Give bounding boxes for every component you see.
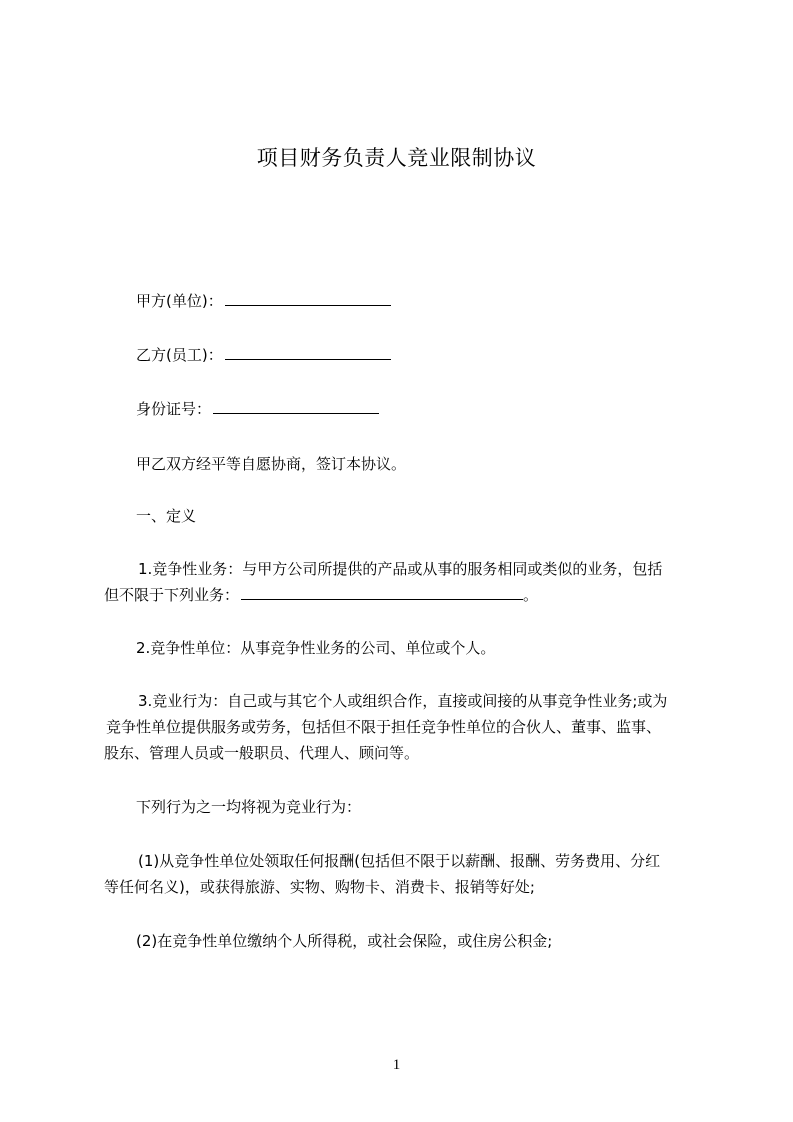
behavior-list-intro: 下列行为之一均将视为竞业行为： xyxy=(136,798,362,816)
definition-item-1-prefix: 但不限于下列业务： xyxy=(104,586,240,604)
party-a-field xyxy=(136,288,736,314)
behavior-item-2: (2)在竞争性单位缴纳个人所得税，或社会保险，或住房公积金; xyxy=(136,932,553,950)
behavior-item-1 xyxy=(104,848,704,900)
intro-paragraph: 甲乙双方经平等自愿协商，签订本协议。 xyxy=(136,455,407,473)
definition-item-3 xyxy=(104,688,704,766)
behavior-item-1-line-1: (1)从竞争性单位处领取任何报酬(包括但不限于以薪酬、报酬、劳务费用、分红 xyxy=(138,852,661,870)
business-list-blank[interactable] xyxy=(241,585,523,600)
document-title: 项目财务负责人竞业限制协议 xyxy=(256,146,537,170)
section-heading-definitions: 一、定义 xyxy=(136,507,197,525)
party-a-blank[interactable] xyxy=(225,291,391,306)
id-number-label: 身份证号： xyxy=(136,400,212,418)
page-number: 1 xyxy=(392,1057,401,1073)
definition-item-1-line-1: 1.竞争性业务：与甲方公司所提供的产品或从事的服务相同或类似的业务，包括 xyxy=(138,560,663,578)
party-b-blank[interactable] xyxy=(225,345,391,360)
definition-item-3-line-3: 股东、管理人员或一般职员、代理人、顾问等。 xyxy=(104,744,420,762)
definition-item-1-line-2 xyxy=(104,582,704,608)
definition-item-2: 2.竞争性单位：从事竞争性业务的公司、单位或个人。 xyxy=(136,639,496,657)
definition-item-3-line-2: 竞争性单位提供服务或劳务，包括但不限于担任竞争性单位的合伙人、董事、监事、 xyxy=(106,718,662,736)
definition-item-1-suffix: 。 xyxy=(523,586,539,604)
party-b-label: 乙方(员工)： xyxy=(136,346,223,364)
definition-item-1 xyxy=(104,556,704,608)
party-b-field xyxy=(136,342,736,368)
id-number-field xyxy=(136,396,736,422)
definition-item-3-line-1: 3.竞业行为：自己或与其它个人或组织合作，直接或间接的从事竞争性业务;或为 xyxy=(138,692,668,710)
id-number-blank[interactable] xyxy=(213,399,379,414)
behavior-item-1-line-2: 等任何名义)，或获得旅游、实物、购物卡、消费卡、报销等好处; xyxy=(104,878,535,896)
party-a-label: 甲方(单位)： xyxy=(136,292,223,310)
